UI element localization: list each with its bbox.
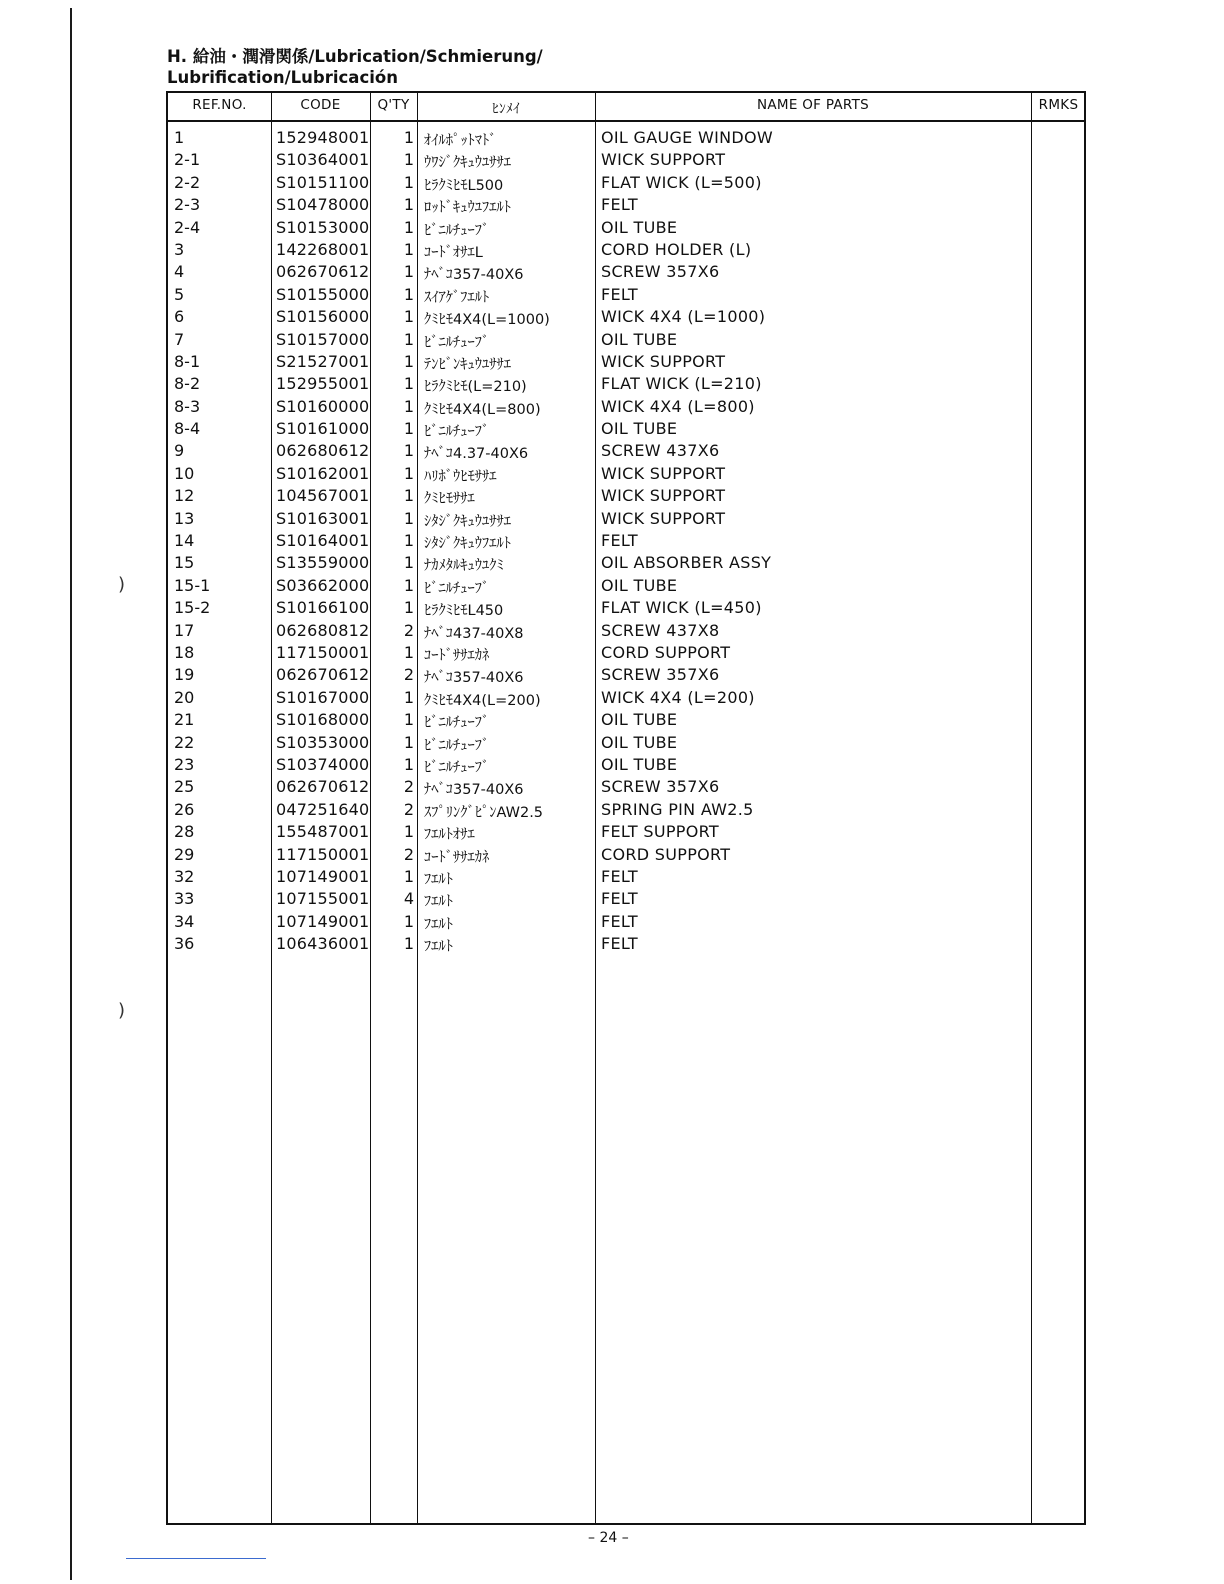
code-cell: S10162001 <box>276 463 370 483</box>
ref-no-cell: 21 <box>174 710 195 730</box>
table-row <box>168 463 1084 485</box>
code-cell: 152955001 <box>276 374 370 394</box>
table-row <box>168 754 1084 776</box>
part-name-cell: OIL TUBE <box>601 217 678 237</box>
table-row <box>168 306 1084 328</box>
code-cell: S10353000 <box>276 732 370 752</box>
ref-no-cell: 25 <box>174 777 195 797</box>
qty-cell: 1 <box>403 598 414 618</box>
part-name-cell: FELT <box>601 889 638 909</box>
header-code: CODE <box>300 97 341 113</box>
part-name-cell: FELT <box>601 934 638 954</box>
qty-cell: 1 <box>403 217 414 237</box>
code-cell: 062680612 <box>276 441 370 461</box>
ref-no-cell: 33 <box>174 889 195 909</box>
qty-cell: 1 <box>403 754 414 774</box>
code-cell: S10157000 <box>276 329 370 349</box>
part-name-cell: FELT <box>601 911 638 931</box>
part-name-cell: SCREW 437X6 <box>601 441 720 461</box>
ref-no-cell: 6 <box>174 307 185 327</box>
table-row <box>168 642 1084 664</box>
kana-name-cell: ﾅﾍﾞｺ357-40X6 <box>424 267 524 284</box>
kana-name-cell: ﾃﾝﾋﾞﾝｷｭｳﾕｻｻｴ <box>424 356 511 373</box>
table-row <box>168 284 1084 306</box>
qty-cell: 1 <box>403 911 414 931</box>
ref-no-cell: 5 <box>174 284 185 304</box>
kana-name-cell: ﾋﾗｸﾐﾋﾓ(L=210) <box>424 379 527 396</box>
code-cell: 155487001 <box>276 822 370 842</box>
code-cell: 117150001 <box>276 642 370 662</box>
code-cell: S10153000 <box>276 217 370 237</box>
header-name-of-parts: NAME OF PARTS <box>756 97 870 113</box>
part-name-cell: FLAT WICK (L=210) <box>601 374 762 394</box>
table-row <box>168 888 1084 910</box>
part-name-cell: FLAT WICK (L=500) <box>601 172 762 192</box>
qty-cell: 2 <box>403 665 414 685</box>
qty-cell: 1 <box>403 195 414 215</box>
part-name-cell: OIL TUBE <box>601 419 678 439</box>
ref-no-cell: 3 <box>174 239 185 259</box>
table-row <box>168 351 1084 373</box>
code-cell: S10155000 <box>276 284 370 304</box>
kana-name-cell: ﾋﾞﾆﾙﾁｭｰﾌﾞ <box>424 580 490 597</box>
page-number: – 24 – <box>588 1530 629 1546</box>
ref-no-cell: 8-4 <box>174 419 201 439</box>
code-cell: 117150001 <box>276 844 370 864</box>
code-cell: 107149001 <box>276 866 370 886</box>
kana-name-cell: ﾋﾞﾆﾙﾁｭｰﾌﾞ <box>424 715 490 732</box>
ref-no-cell: 2-1 <box>174 150 201 170</box>
table-row <box>168 373 1084 395</box>
part-name-cell: WICK SUPPORT <box>601 486 726 506</box>
table-row <box>168 799 1084 821</box>
code-cell: S10164001 <box>276 531 370 551</box>
table-row <box>168 127 1084 149</box>
qty-cell: 1 <box>403 822 414 842</box>
header-ref-no: REF.NO. <box>192 97 247 113</box>
header-qty: Q'TY <box>377 97 410 113</box>
table-row <box>168 239 1084 261</box>
table-row <box>168 508 1084 530</box>
ref-no-cell: 29 <box>174 844 195 864</box>
ref-no-cell: 14 <box>174 531 195 551</box>
kana-name-cell: ﾋﾞﾆﾙﾁｭｰﾌﾞ <box>424 759 490 776</box>
kana-name-cell: ｸﾐﾋﾓ4X4(L=200) <box>424 692 541 709</box>
table-row <box>168 440 1084 462</box>
code-cell: S10166100 <box>276 598 370 618</box>
part-name-cell: FELT <box>601 531 638 551</box>
part-name-cell: OIL TUBE <box>601 329 678 349</box>
ref-no-cell: 8-1 <box>174 351 201 371</box>
table-row <box>168 709 1084 731</box>
table-row <box>168 149 1084 171</box>
kana-name-cell: ｸﾐﾋﾓｻｻｴ <box>424 491 475 508</box>
table-row <box>168 664 1084 686</box>
table-row <box>168 217 1084 239</box>
qty-cell: 1 <box>403 508 414 528</box>
kana-name-cell: ﾌｴﾙﾄ <box>424 916 453 933</box>
kana-name-cell: ｺｰﾄﾞｻｻｴｶﾈ <box>424 647 490 664</box>
kana-name-cell: ｽﾌﾟﾘﾝｸﾞﾋﾟﾝAW2.5 <box>424 804 544 821</box>
kana-name-cell: ｵｲﾙﾎﾟｯﾄﾏﾄﾞ <box>424 133 497 149</box>
kana-name-cell: ﾋﾗｸﾐﾋﾓL500 <box>424 177 504 194</box>
qty-cell: 1 <box>403 128 414 147</box>
ref-no-cell: 15-2 <box>174 598 211 618</box>
kana-name-cell: ﾋﾞﾆﾙﾁｭｰﾌﾞ <box>424 737 490 754</box>
table-row <box>168 329 1084 351</box>
header-rule <box>168 120 1084 122</box>
code-cell: 107155001 <box>276 889 370 909</box>
qty-cell: 1 <box>403 239 414 259</box>
kana-name-cell: ｽｲｱｹﾞﾌｴﾙﾄ <box>424 289 490 306</box>
kana-name-cell: ｺｰﾄﾞｵｻｴL <box>424 244 483 261</box>
code-cell: 062680812 <box>276 620 370 640</box>
kana-name-cell: ﾅﾍﾞｺ4.37-40X6 <box>424 446 529 463</box>
ref-no-cell: 2-3 <box>174 195 201 215</box>
part-name-cell: SCREW 357X6 <box>601 262 720 282</box>
kana-name-cell: ﾅﾍﾞｺ357-40X6 <box>424 782 524 799</box>
footer-rule <box>126 1558 266 1559</box>
table-row <box>168 620 1084 642</box>
qty-cell: 1 <box>403 419 414 439</box>
kana-name-cell: ﾋﾞﾆﾙﾁｭｰﾌﾞ <box>424 334 490 351</box>
qty-cell: 4 <box>403 889 414 909</box>
table-row <box>168 194 1084 216</box>
code-cell: 142268001 <box>276 239 370 259</box>
part-name-cell: FLAT WICK (L=450) <box>601 598 762 618</box>
qty-cell: 1 <box>403 329 414 349</box>
ref-no-cell: 12 <box>174 486 195 506</box>
ref-no-cell: 9 <box>174 441 185 461</box>
qty-cell: 1 <box>403 396 414 416</box>
code-cell: S21527001 <box>276 351 370 371</box>
part-name-cell: CORD SUPPORT <box>601 642 731 662</box>
part-name-cell: SCREW 437X8 <box>601 620 720 640</box>
ref-no-cell: 36 <box>174 934 195 954</box>
qty-cell: 1 <box>403 687 414 707</box>
table-row <box>168 261 1084 283</box>
qty-cell: 1 <box>403 642 414 662</box>
table-row <box>168 597 1084 619</box>
page-title <box>167 46 543 88</box>
qty-cell: 1 <box>403 284 414 304</box>
ref-no-cell: 8-3 <box>174 396 201 416</box>
code-cell: 106436001 <box>276 934 370 954</box>
part-name-cell: OIL GAUGE WINDOW <box>601 128 774 147</box>
kana-name-cell: ﾌｴﾙﾄ <box>424 894 453 911</box>
ref-no-cell: 19 <box>174 665 195 685</box>
part-name-cell: CORD SUPPORT <box>601 844 731 864</box>
kana-name-cell: ﾌｴﾙﾄ <box>424 871 453 888</box>
kana-name-cell: ｳﾜｼﾞｸｷｭｳﾕｻｻｴ <box>424 155 511 172</box>
code-cell: 047251640 <box>276 799 370 819</box>
ref-no-cell: 28 <box>174 822 195 842</box>
table-row <box>168 732 1084 754</box>
qty-cell: 1 <box>403 934 414 954</box>
ref-no-cell: 2-2 <box>174 172 201 192</box>
table-row <box>168 866 1084 888</box>
code-cell: S10478000 <box>276 195 370 215</box>
ref-no-cell: 1 <box>174 128 185 147</box>
table-row <box>168 821 1084 843</box>
ref-no-cell: 34 <box>174 911 195 931</box>
part-name-cell: CORD HOLDER (L) <box>601 239 752 259</box>
qty-cell: 1 <box>403 262 414 282</box>
qty-cell: 1 <box>403 172 414 192</box>
ref-no-cell: 18 <box>174 642 195 662</box>
code-cell: S10160000 <box>276 396 370 416</box>
part-name-cell: FELT <box>601 195 638 215</box>
qty-cell: 1 <box>403 732 414 752</box>
kana-name-cell: ﾅﾍﾞｺ357-40X6 <box>424 670 524 687</box>
table-row <box>168 776 1084 798</box>
qty-cell: 1 <box>403 307 414 327</box>
table-row <box>168 396 1084 418</box>
kana-name-cell: ｺｰﾄﾞｻｻｴｶﾈ <box>424 849 490 866</box>
qty-cell: 2 <box>403 799 414 819</box>
kana-name-cell: ﾊﾘﾎﾞｳﾋﾓｻｻｴ <box>424 468 497 485</box>
part-name-cell: SPRING PIN AW2.5 <box>601 799 754 819</box>
code-cell: 062670612 <box>276 262 370 282</box>
part-name-cell: WICK 4X4 (L=200) <box>601 687 755 707</box>
ref-no-cell: 15-1 <box>174 575 211 595</box>
ref-no-cell: 20 <box>174 687 195 707</box>
table-row <box>168 844 1084 866</box>
part-name-cell: OIL TUBE <box>601 754 678 774</box>
ref-no-cell: 7 <box>174 329 185 349</box>
ref-no-cell: 4 <box>174 262 185 282</box>
ref-no-cell: 26 <box>174 799 195 819</box>
table-row <box>168 687 1084 709</box>
code-cell: S10163001 <box>276 508 370 528</box>
part-name-cell: FELT <box>601 866 638 886</box>
code-cell: S03662000 <box>276 575 370 595</box>
code-cell: S10374000 <box>276 754 370 774</box>
table-row <box>168 911 1084 933</box>
kana-name-cell: ｸﾐﾋﾓ4X4(L=1000) <box>424 312 550 329</box>
part-name-cell: WICK SUPPORT <box>601 150 726 170</box>
qty-cell: 1 <box>403 710 414 730</box>
qty-cell: 1 <box>403 351 414 371</box>
table-row <box>168 172 1084 194</box>
kana-name-cell: ﾌｴﾙﾄｵｻｴ <box>424 827 475 844</box>
part-name-cell: SCREW 357X6 <box>601 665 720 685</box>
ref-no-cell: 13 <box>174 508 195 528</box>
title-line-1: H. 給油・潤滑関係/Lubrication/Schmierung/ <box>167 47 543 66</box>
qty-cell: 1 <box>403 575 414 595</box>
margin-mark: ) <box>118 574 126 595</box>
binder-margin-line <box>70 8 72 1580</box>
header-kana-name: ﾋﾝﾒｲ <box>491 101 521 117</box>
code-cell: S10156000 <box>276 307 370 327</box>
ref-no-cell: 17 <box>174 620 195 640</box>
code-cell: 152948001 <box>276 128 370 147</box>
part-name-cell: SCREW 357X6 <box>601 777 720 797</box>
margin-mark: ) <box>118 1000 126 1021</box>
kana-name-cell: ﾅﾍﾞｺ437-40X8 <box>424 625 524 642</box>
kana-name-cell: ｸﾐﾋﾓ4X4(L=800) <box>424 401 541 418</box>
part-name-cell: OIL TUBE <box>601 732 678 752</box>
code-cell: 107149001 <box>276 911 370 931</box>
kana-name-cell: ﾋﾗｸﾐﾋﾓL450 <box>424 603 504 620</box>
part-name-cell: OIL TUBE <box>601 575 678 595</box>
code-cell: S10161000 <box>276 419 370 439</box>
qty-cell: 1 <box>403 463 414 483</box>
kana-name-cell: ﾋﾞﾆﾙﾁｭｰﾌﾞ <box>424 424 490 441</box>
code-cell: S13559000 <box>276 553 370 573</box>
code-cell: S10151100 <box>276 172 370 192</box>
code-cell: 104567001 <box>276 486 370 506</box>
qty-cell: 1 <box>403 553 414 573</box>
part-name-cell: WICK SUPPORT <box>601 508 726 528</box>
ref-no-cell: 8-2 <box>174 374 201 394</box>
code-cell: 062670612 <box>276 777 370 797</box>
parts-table <box>166 91 1086 1525</box>
part-name-cell: WICK SUPPORT <box>601 351 726 371</box>
kana-name-cell: ﾅｶﾒﾀﾙｷｭｳﾕｸﾐ <box>424 558 504 575</box>
part-name-cell: WICK 4X4 (L=800) <box>601 396 755 416</box>
part-name-cell: FELT <box>601 284 638 304</box>
qty-cell: 1 <box>403 150 414 170</box>
part-name-cell: WICK SUPPORT <box>601 463 726 483</box>
table-body <box>168 127 1084 955</box>
code-cell: 062670612 <box>276 665 370 685</box>
table-row <box>168 552 1084 574</box>
qty-cell: 2 <box>403 844 414 864</box>
kana-name-cell: ﾋﾞﾆﾙﾁｭｰﾌﾞ <box>424 222 490 239</box>
kana-name-cell: ﾌｴﾙﾄ <box>424 939 453 956</box>
table-row <box>168 575 1084 597</box>
ref-no-cell: 22 <box>174 732 195 752</box>
ref-no-cell: 32 <box>174 866 195 886</box>
qty-cell: 2 <box>403 777 414 797</box>
ref-no-cell: 23 <box>174 754 195 774</box>
table-row <box>168 485 1084 507</box>
qty-cell: 1 <box>403 374 414 394</box>
ref-no-cell: 10 <box>174 463 195 483</box>
qty-cell: 1 <box>403 441 414 461</box>
qty-cell: 2 <box>403 620 414 640</box>
part-name-cell: OIL TUBE <box>601 710 678 730</box>
header-remarks: RMKS <box>1038 97 1079 113</box>
ref-no-cell: 2-4 <box>174 217 201 237</box>
kana-name-cell: ﾛｯﾄﾞｷｭｳﾕﾌｴﾙﾄ <box>424 200 511 217</box>
qty-cell: 1 <box>403 486 414 506</box>
table-row <box>168 418 1084 440</box>
table-row <box>168 933 1084 955</box>
ref-no-cell: 15 <box>174 553 195 573</box>
table-row <box>168 530 1084 552</box>
code-cell: S10364001 <box>276 150 370 170</box>
part-name-cell: OIL ABSORBER ASSY <box>601 553 772 573</box>
title-line-2: Lubrification/Lubricación <box>167 68 398 87</box>
code-cell: S10168000 <box>276 710 370 730</box>
qty-cell: 1 <box>403 531 414 551</box>
part-name-cell: FELT SUPPORT <box>601 822 719 842</box>
part-name-cell: WICK 4X4 (L=1000) <box>601 307 766 327</box>
kana-name-cell: ｼﾀｼﾞｸｷｭｳﾌｴﾙﾄ <box>424 536 511 553</box>
qty-cell: 1 <box>403 866 414 886</box>
kana-name-cell: ｼﾀｼﾞｸｷｭｳﾕｻｻｴ <box>424 513 511 530</box>
code-cell: S10167000 <box>276 687 370 707</box>
